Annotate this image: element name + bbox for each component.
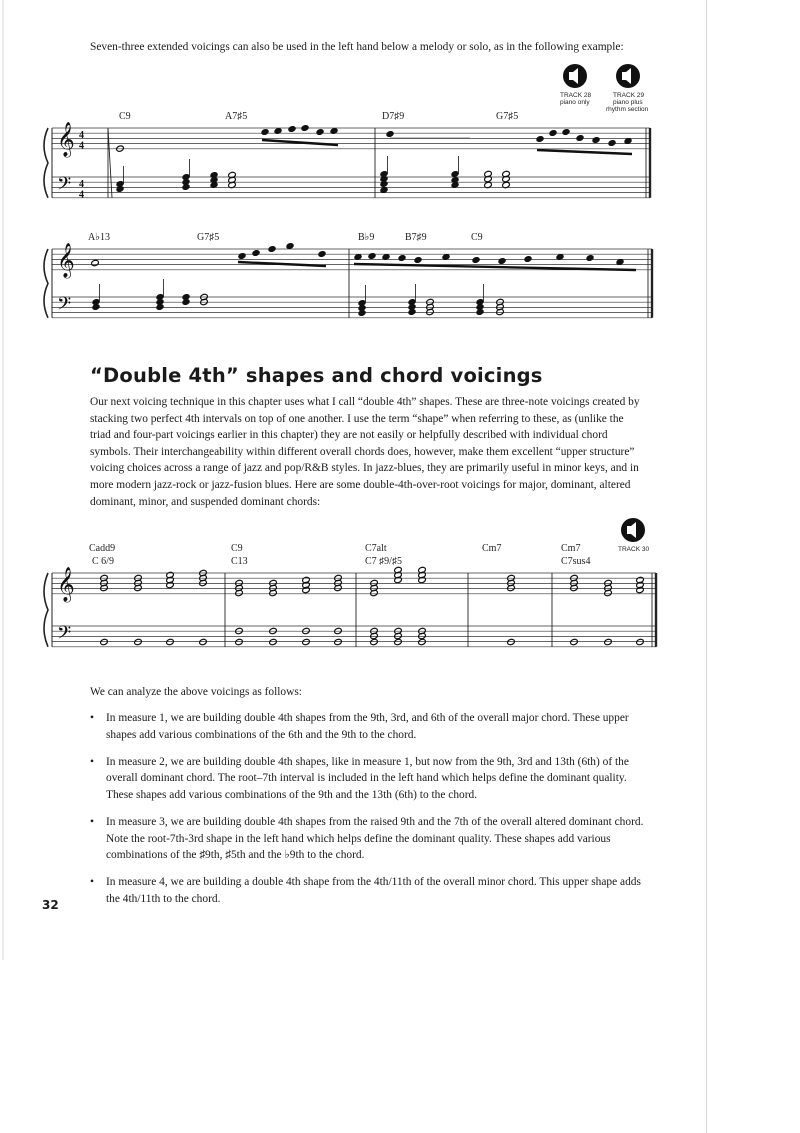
brace — [44, 249, 48, 318]
note-head — [418, 638, 427, 645]
treble-clef-icon: 𝄞 — [57, 122, 75, 157]
note-head — [472, 256, 481, 263]
bass-clef-icon: 𝄢 — [57, 294, 72, 319]
note-head — [334, 638, 343, 645]
note-head — [134, 638, 143, 645]
note-head — [166, 638, 175, 645]
track-sub: piano plus — [613, 99, 643, 106]
chord-symbol: C 6/9 — [92, 556, 114, 567]
note-head — [288, 125, 297, 132]
note-head — [100, 638, 109, 645]
track-sub: piano only — [560, 99, 590, 106]
system-3 — [44, 543, 656, 648]
section-heading: “Double 4th” shapes and chord voicings — [90, 364, 543, 387]
chord-symbol: C7 ♯9/♯5 — [365, 556, 402, 567]
note-head — [636, 638, 645, 645]
chord-symbol: C13 — [231, 556, 248, 567]
time-signature: 4 — [79, 179, 84, 190]
list-item — [90, 814, 655, 864]
time-signature: 4 — [79, 189, 84, 201]
page-number: 32 — [42, 898, 59, 912]
note-head — [394, 638, 403, 645]
paragraph-text: Our next voicing technique in this chapter uses what I call “double 4th” shapes. These are three-note voicings created by stacking two perfect 4th intervals on top of one another. I use the term “shape” when referring to these, as (unlike the triad and four-part voicings earlier in this chapter) they are not easily or helpfully described with individual chord symbols. Their interchangeability within different overall chords does, however, make them excellent “upper structure” voicing choices across a range of jazz and pop/R&B styles. In jazz-blues, they are primarily useful in minor keys, and in more modern jazz-rock or jazz-fusion blues. Here are some double-4th-over-root voicings for major, dominant, altered dominant, minor, and suspended dominant chords: — [90, 396, 640, 508]
chord-symbol: D7♯9 — [382, 111, 405, 122]
list-item-text: In measure 3, we are building double 4th shapes from the raised 9th and the 7th of the overall altered dominant chord. Note the root-7th-3rd shape in the left hand which helps define the dominant quality. These shapes add various combinations of the ♯9th, ♯5th and the ♭9th to the chord. — [106, 815, 644, 862]
note-head — [570, 638, 579, 645]
note-head — [586, 254, 595, 261]
note-head — [330, 127, 339, 134]
analysis-list — [90, 710, 655, 918]
note-head — [199, 638, 208, 645]
grand-staff — [44, 122, 650, 201]
note-head — [608, 139, 617, 146]
note-head — [370, 638, 379, 645]
note-head — [91, 259, 100, 266]
note-head — [507, 638, 516, 645]
bass-clef-icon: 𝄢 — [57, 623, 72, 648]
chord-symbol: G7♯5 — [197, 232, 220, 243]
body-paragraph — [90, 394, 646, 510]
note-head — [302, 638, 311, 645]
note-head — [274, 127, 283, 134]
chord-symbol: Cadd9 — [89, 543, 116, 554]
track-label: TRACK 29 — [613, 92, 645, 99]
note-head — [368, 252, 377, 259]
beam — [537, 150, 632, 154]
note-head — [318, 250, 327, 257]
track-sub: rhythm section — [606, 106, 649, 113]
bullet-glyph: • — [90, 815, 94, 828]
beam — [238, 262, 326, 266]
chord-symbol: C7alt — [365, 543, 387, 554]
treble-clef-icon: 𝄞 — [57, 243, 75, 278]
note-head — [235, 638, 244, 645]
brace — [44, 573, 48, 647]
note-head — [269, 638, 278, 645]
list-item-text: In measure 1, we are building double 4th shapes from the 9th, 3rd, and 6th of the overall major chord. These upper shapes add various combinations of the 6th and the 9th to the chord. — [106, 712, 629, 741]
list-item — [90, 710, 655, 743]
note-head — [301, 124, 310, 131]
system-1 — [44, 111, 650, 201]
note-head — [451, 170, 460, 177]
note-head — [286, 242, 295, 249]
bullet-glyph: • — [90, 712, 94, 724]
bullet-glyph: • — [90, 876, 94, 889]
chord-symbol: Cm7 — [482, 543, 502, 554]
note-head — [414, 256, 423, 263]
track-label: TRACK 30 — [618, 546, 650, 553]
chord-symbol: C9 — [231, 543, 243, 554]
time-signature: 4 — [79, 130, 84, 141]
analysis-intro: We can analyze the above voicings as follows: — [90, 686, 302, 698]
chord-symbol: C7sus4 — [561, 556, 591, 567]
time-signature: 4 — [79, 140, 84, 152]
note-head — [536, 135, 545, 142]
list-item — [90, 874, 655, 907]
list-item-text: In measure 4, we are building a double 4th shape from the 4th/11th of the overall minor chord. This upper shape adds the 4th/11th to the chord. — [106, 876, 641, 905]
track-label: TRACK 28 — [560, 92, 592, 99]
speaker-icon — [563, 64, 587, 88]
chord-symbol: G7♯5 — [496, 111, 519, 122]
list-item-text: In measure 2, we are building double 4th shapes, like in measure 1, but now from the 9th, 3rd and 13th (6th) of the overall dominant chord. The root–7th interval is included in the left hand which helps define the dominant quality. These shapes add various combinations of the 9th and the 13th (6th) to the chord. — [106, 755, 629, 801]
note-head — [238, 252, 247, 259]
note-head — [498, 257, 507, 264]
chord-symbol: B♭9 — [358, 232, 375, 243]
note-head — [604, 638, 613, 645]
note-head — [268, 245, 277, 252]
grand-staff — [44, 242, 652, 319]
note-head — [562, 128, 571, 135]
note-head — [261, 128, 270, 135]
note-head — [576, 134, 585, 141]
chord-symbol: C9 — [119, 111, 131, 122]
list-item — [90, 754, 655, 804]
note-head — [592, 136, 601, 143]
brace — [44, 128, 48, 198]
note-head — [524, 255, 533, 262]
speaker-icon — [616, 64, 640, 88]
bass-clef-icon: 𝄢 — [57, 174, 72, 199]
chord-symbol: C9 — [471, 232, 483, 243]
note-head — [316, 128, 325, 135]
chord-symbol: B7♯9 — [405, 232, 427, 243]
note-head — [386, 130, 395, 137]
note-head — [252, 249, 261, 256]
chord-symbol: A7♯5 — [225, 111, 248, 122]
chord-symbol: A♭13 — [88, 232, 110, 243]
beam — [262, 140, 338, 145]
speaker-icon — [621, 518, 645, 542]
grand-staff — [44, 566, 656, 648]
treble-clef-icon: 𝄞 — [57, 567, 75, 602]
system-2 — [44, 232, 652, 319]
bullet-glyph: • — [90, 755, 94, 768]
note-head — [549, 129, 558, 136]
intro-text: Seven-three extended voicings can also be used in the left hand below a melody or solo, as in the following example: — [90, 41, 624, 53]
note-head — [398, 254, 407, 261]
chord-symbol: Cm7 — [561, 543, 581, 554]
